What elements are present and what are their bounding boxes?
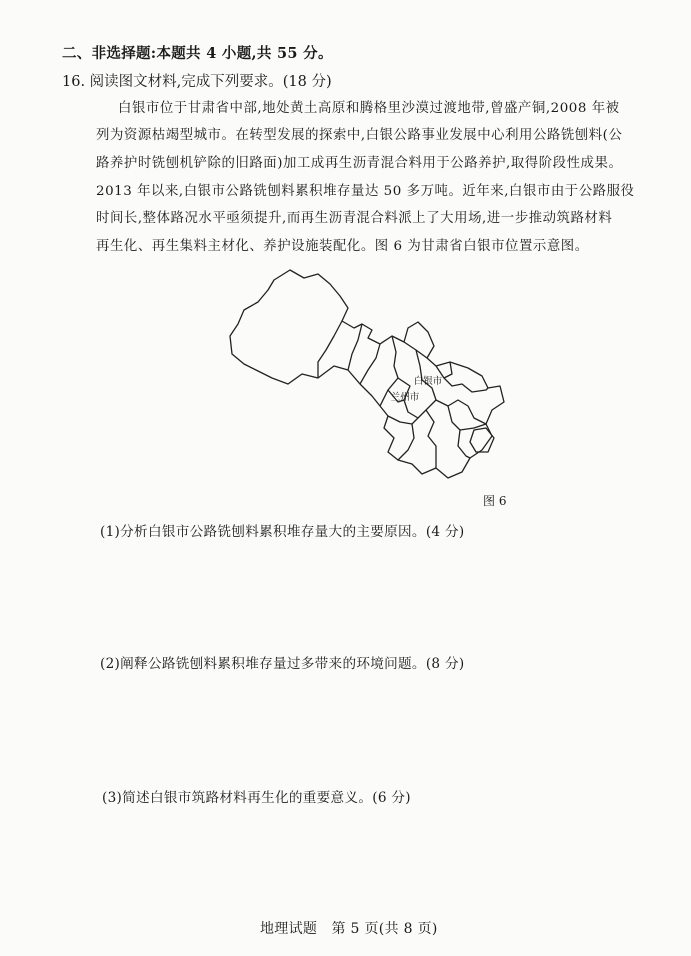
prefecture-boundary [436,366,488,392]
sub-question-2: (2)阐释公路铣刨料累积堆存量过多带来的环境问题。(8 分) [100,656,465,672]
prefecture-boundary [360,344,380,384]
material-line: 路养护时铣刨机铲除的旧路面)加工成再生沥青混合料用于公路养护,取得阶段性成果。 [96,156,623,171]
question-header: 16. 阅读图文材料,完成下列要求。(18 分) [62,74,332,90]
material-line: 白银市位于甘肃省中部,地处黄土高原和腾格里沙漠过渡地带,曾盛产铜,2008 年被 [118,101,620,116]
material-line: 时间长,整体路况水平亟须提升,而再生沥青混合料派上了大用场,进一步推动筑路材料 [96,211,613,226]
sub-question-3: (3)简述白银市筑路材料再生化的重要意义。(6 分) [102,790,411,806]
page-footer: 地理试题 第 5 页(共 8 页) [260,921,438,937]
material-line: 再生化、再生集料主材化、养护设施装配化。图 6 为甘肃省白银市位置示意图。 [96,239,589,254]
prefecture-boundary [398,424,414,460]
label-lanzhou: 兰州市 [390,392,420,403]
prefecture-boundary [348,324,362,370]
section-title: 二、非选择题:本题共 4 小题,共 55 分。 [62,45,333,62]
figure-caption: 图 6 [483,494,507,508]
material-line: 列为资源枯竭型城市。在转型发展的探索中,白银公路事业发展中心利用公路铣刨料(公 [96,128,623,143]
prefecture-boundary [426,410,436,468]
prefecture-boundary [436,400,486,424]
prefecture-boundary [444,362,452,378]
sub-question-1: (1)分析白银市公路铣刨料累积堆存量大的主要原因。(4 分) [100,524,465,540]
prefecture-boundary [448,406,470,458]
gansu-location-map [222,266,552,488]
material-line: 2013 年以来,白银市公路铣刨料累积堆存量达 50 多万吨。近年来,白银市由于公路服役 [96,184,635,199]
prefecture-boundary [388,416,418,424]
label-baiyin: 白银市 [413,376,443,387]
province-outline [230,270,504,478]
